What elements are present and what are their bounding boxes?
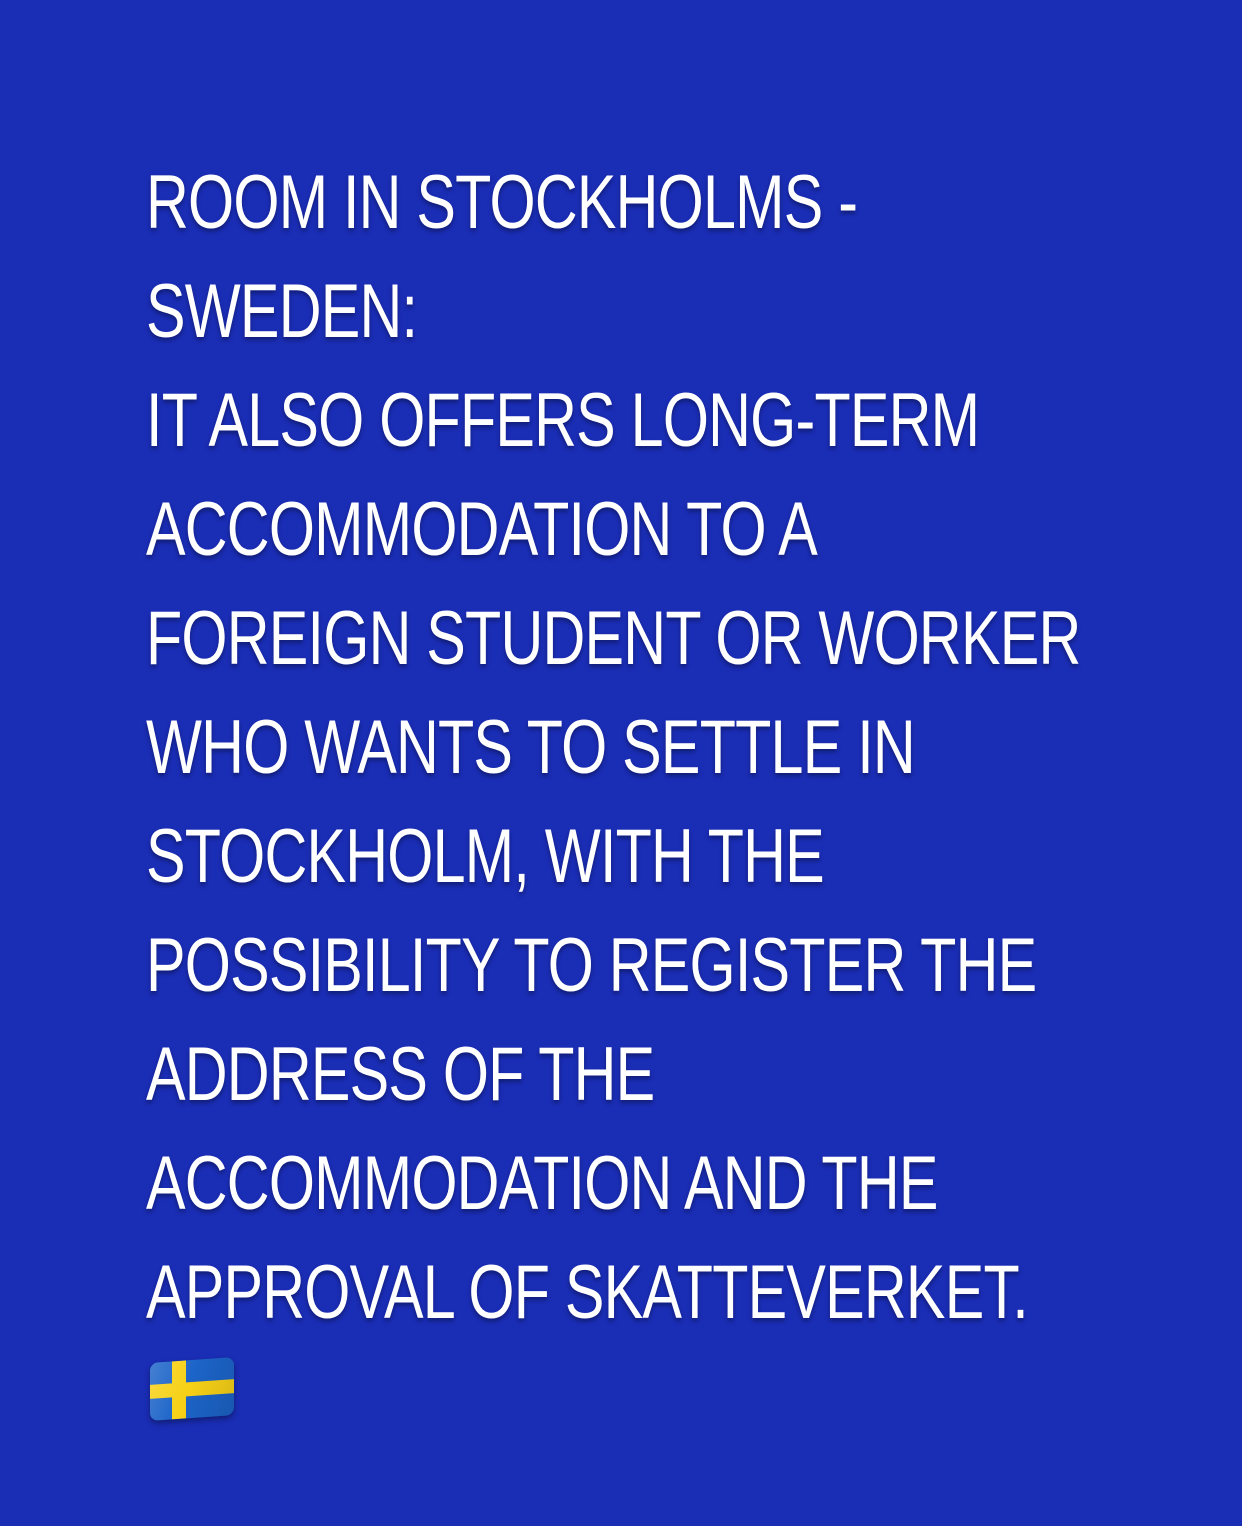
text-line: WHO WANTS TO SETTLE IN: [146, 705, 915, 790]
sweden-flag-icon: [150, 1357, 234, 1421]
text-line: ADDRESS OF THE: [146, 1032, 655, 1117]
text-line: SWEDEN:: [146, 269, 418, 354]
text-line: ACCOMMODATION TO A: [146, 487, 818, 572]
text-line: IT ALSO OFFERS LONG-TERM: [146, 378, 980, 463]
text-line: APPROVAL OF SKATTEVERKET.: [146, 1250, 1029, 1335]
text-line: STOCKHOLM, WITH THE: [146, 814, 824, 899]
text-line: ROOM IN STOCKHOLMS -: [146, 160, 858, 245]
story-text: [146, 148, 1146, 1347]
text-line: FOREIGN STUDENT OR WORKER: [146, 596, 1081, 681]
text-line: ACCOMMODATION AND THE: [146, 1141, 938, 1226]
text-line: POSSIBILITY TO REGISTER THE: [146, 923, 1037, 1008]
